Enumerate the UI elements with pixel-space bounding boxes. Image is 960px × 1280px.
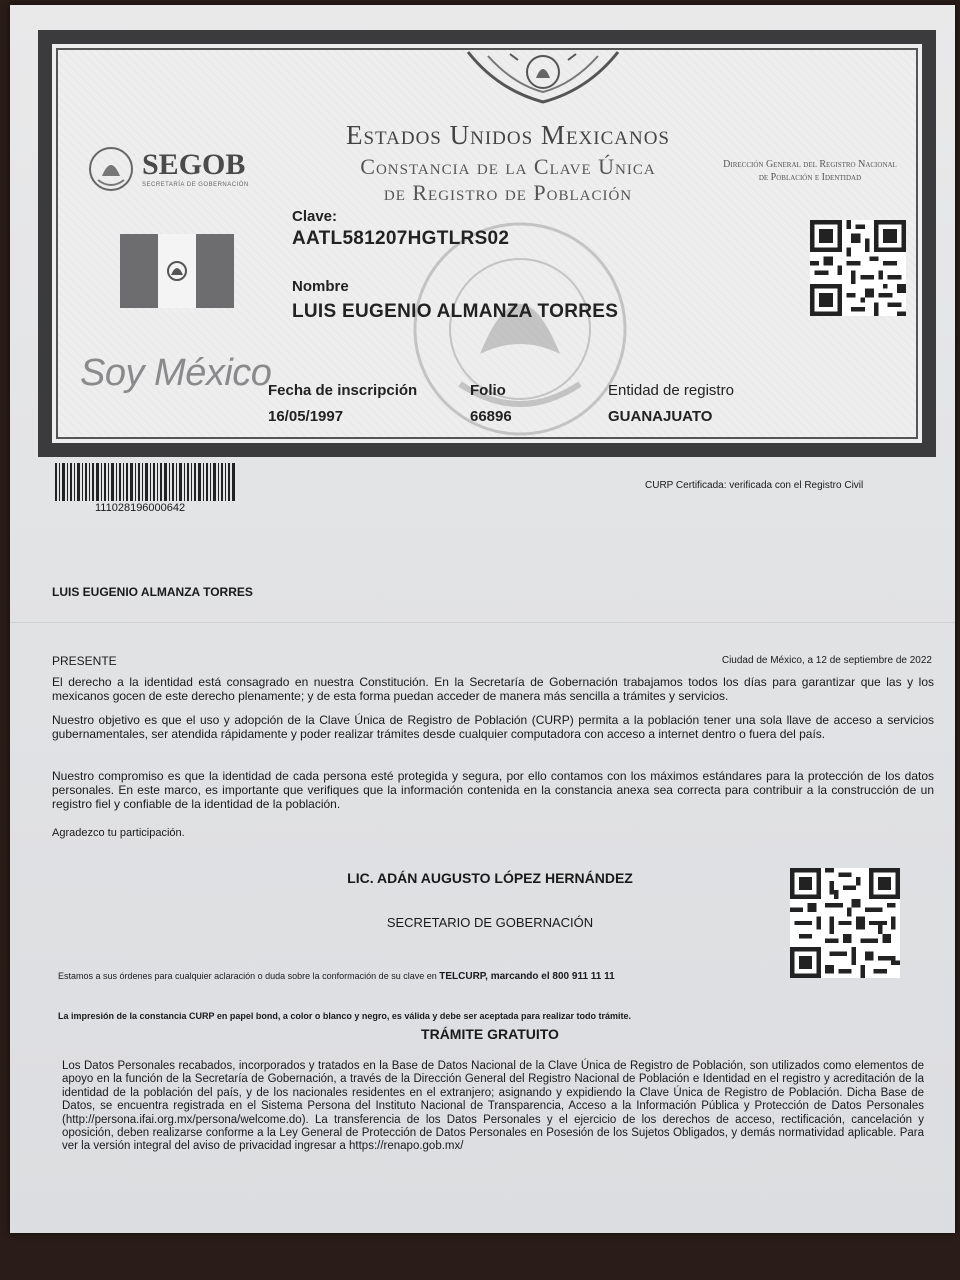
barcode-icon [55, 463, 235, 501]
paper-fold [10, 622, 955, 623]
folio-value: 66896 [470, 408, 512, 425]
nombre-label: Nombre [292, 278, 349, 295]
signer-title: SECRETARIO DE GOBERNACIÓN [386, 915, 594, 930]
certification-note: CURP Certificada: verificada con el Registro Civil [645, 480, 864, 491]
contact-line [58, 971, 615, 982]
letter-date: Ciudad de México, a 12 de septiembre de 2022 [721, 655, 932, 666]
folio-label: Folio [470, 382, 506, 399]
addressee-name: LUIS EUGENIO ALMANZA TORRES [52, 585, 253, 599]
soy-mexico-slogan: Soy México [80, 352, 272, 394]
fecha-inscripcion-value: 16/05/1997 [268, 408, 344, 425]
signature-qr-code-icon [790, 868, 900, 978]
print-validity-note: La impresión de la constancia CURP en papel bond, a color o blanco y negro, es válida y debe ser aceptada para realizar todo trámite. [58, 1011, 632, 1021]
entidad-label: Entidad de registro [608, 382, 734, 399]
segob-subtitle: SECRETARÍA DE GOBERNACIÓN [142, 182, 249, 188]
privacy-notice: Los Datos Personales recabados, incorporados y tratados en la Base de Datos Nacional de la Clave Única de Registro de Población, son utilizados como elementos de apoyo en la función de la Secretaría de Gobernación, a través de la Dirección General del Registro Nacional de Población e Identidad en el registro y acreditación de la identidad de la población del país, y de los nacionales residentes en el extranjero; asignando y expidiendo la Clave Única de Registro de Población. Dicha Base de Datos, se encuentra registrada en el Sistema Persona del Instituto Nacional de Transparencia, Acceso a la Información Pública y Protección de Datos Personales (http://persona.ifai.org.mx/persona/welcome.do). La transferencia de los Datos Personales y el ejercicio de los derechos de acceso, rectificación, cancelación y oposición, deben realizarse conforme a la Ley General de Protección de Datos Personales en Posesión de los Sujetos Obligados, y demás normatividad aplicable. Para ver la versión integral del aviso de privacidad ingresar a https://renapo.gob.mx/ [62, 1060, 924, 1153]
presente-label: PRESENTE [52, 654, 117, 668]
document-title-line1: Constancia de la Clave Única [360, 154, 656, 179]
nombre-value: LUIS EUGENIO ALMANZA TORRES [292, 301, 619, 322]
letter-paragraph-1: El derecho a la identidad está consagrado en nuestra Constitución. En la Secretaría de Gobernación trabajamos todos los días para garantizar que las y los mexicanos gocen de este derecho plenamente; y de esta forma puedan acceder de manera más sencilla a trámites y servicios. [52, 675, 934, 703]
barcode-number: 111028196000642 [95, 502, 186, 514]
country-title: Estados Unidos Mexicanos [346, 120, 670, 150]
contact-text: Estamos a sus órdenes para cualquier aclaración o duda sobre la conformación de su clave en [58, 971, 440, 981]
letter-paragraph-3: Nuestro compromiso es que la identidad de cada persona esté protegida y segura, por ello contamos con los máximos estándares para la protección de los datos personales. En este marco, es importante que verifiques que la información contenida en la constancia anexa sea correcta para contribuir a la construcción de un registro fiel y confiable de la identidad de la población. [52, 769, 934, 811]
coat-of-arms-ornament-icon [458, 50, 628, 114]
telcurp-phone: TELCURP, marcando el 800 911 11 11 [439, 971, 615, 982]
curp-card [38, 30, 936, 457]
signer-name: LIC. ADÁN AUGUSTO LÓPEZ HERNÁNDEZ [347, 870, 633, 886]
free-procedure-title: TRÁMITE GRATUITO [421, 1026, 559, 1042]
letter-thanks: Agradezco tu participación. [52, 827, 185, 839]
issuing-direction: Dirección General del Registro Nacional de Población e Identidad [723, 159, 897, 183]
qr-code-icon [810, 220, 906, 316]
letter-paragraph-2: Nuestro objetivo es que el uso y adopción de la Clave Única de Registro de Población (CURP) permita a la población tener una sola llave de acceso a servicios gubernamentales, ser atendida rápidamente y poder realizar trámites desde cualquier computadora con acceso a internet dentro o fuera del país. [52, 713, 934, 741]
fecha-inscripcion-label: Fecha de inscripción [268, 382, 418, 399]
segob-logo-text: SEGOB [142, 148, 246, 181]
clave-label: Clave: [292, 208, 338, 225]
clave-value: AATL581207HGTLRS02 [292, 228, 510, 249]
card-inner-frame [56, 48, 918, 439]
entidad-value: GUANAJUATO [608, 408, 713, 425]
document-title-line2: de Registro de Población [383, 180, 633, 205]
segob-emblem-icon [88, 146, 134, 192]
mexican-flag-icon [120, 234, 234, 308]
